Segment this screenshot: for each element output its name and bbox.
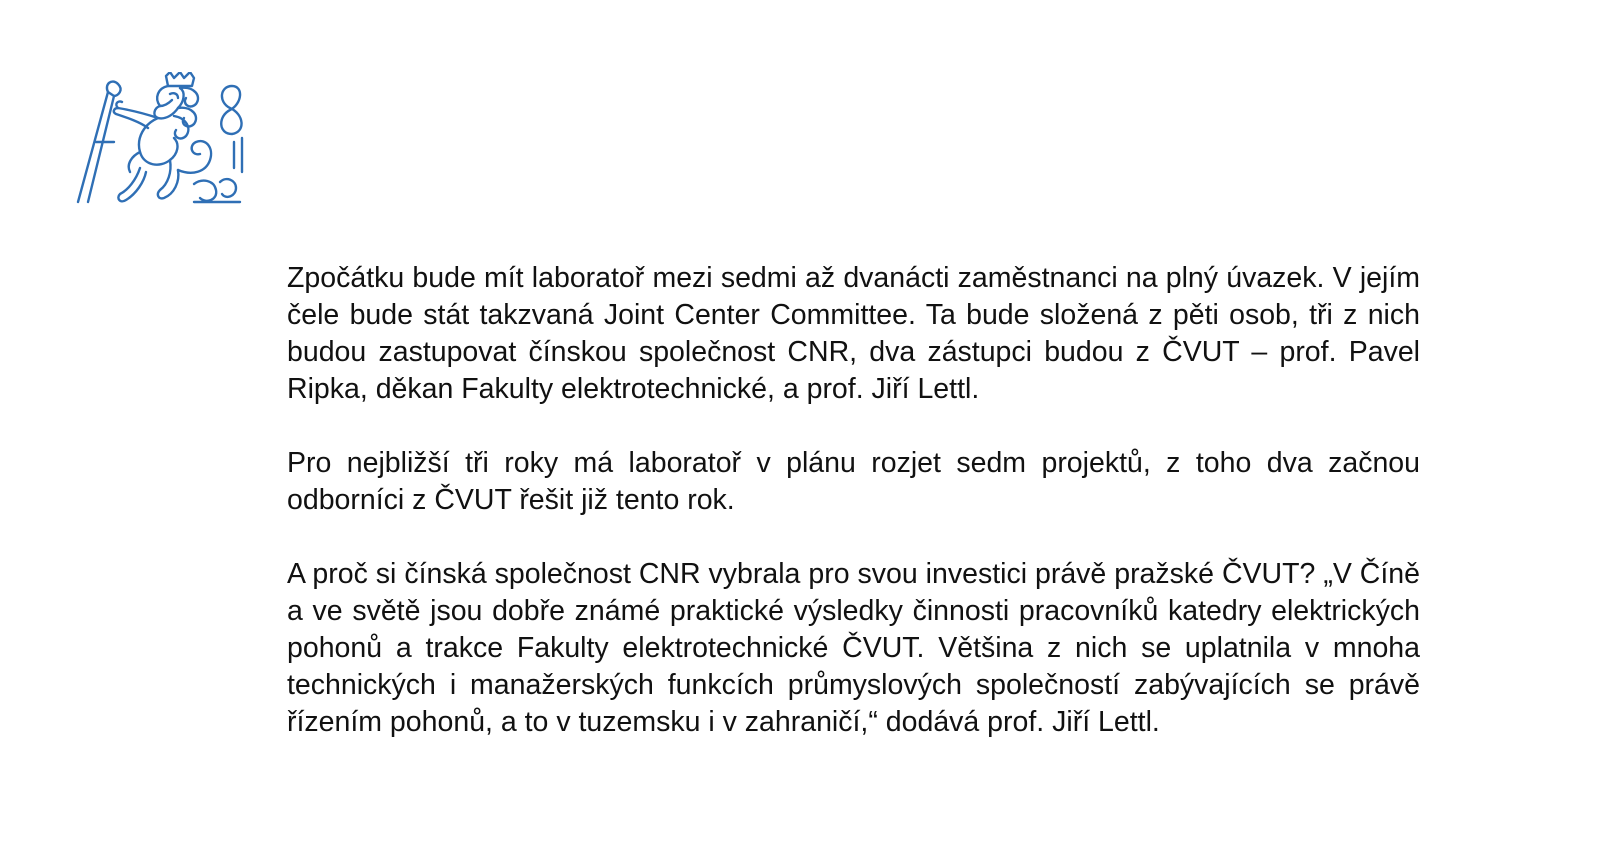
paragraph-lab-staff: Zpočátku bude mít laboratoř mezi sedmi až dvanácti zaměstnanci na plný úvazek. V jejím čele bude stát takzvaná Joint Center Committee. Ta bude složená z pěti osob, tři z nich budou zastupovat čínskou společnost CNR, dva zástupci budou z ČVUT – prof. Pavel Ripka, děkan Fakulty elektrotechnické, a prof. Jiří Lettl. bbox=[287, 262, 1420, 405]
paragraph-why-cvut: A proč si čínská společnost CNR vybrala pro svou investici právě pražské ČVUT? „V Číně a ve světě jsou dobře známé praktické výsledky činnosti pracovníků katedry elektrických pohonů a trakce Fakulty elektrotechnické ČVUT. Většina z nich se uplatnila v mnoha technických i manažerských funkcích průmyslových společností zabývajících se právě řízením pohonů, a to v tuzemsku i v zahraničí,“ dodává prof. Jiří Lettl. bbox=[287, 558, 1420, 738]
cvut-lion-logo-icon bbox=[74, 72, 250, 208]
paragraph-projects: Pro nejbližší tři roky má laboratoř v plánu rozjet sedm projektů, z toho dva začnou odborníci z ČVUT řešit již tento rok. bbox=[287, 447, 1420, 516]
article-body bbox=[287, 260, 1420, 778]
